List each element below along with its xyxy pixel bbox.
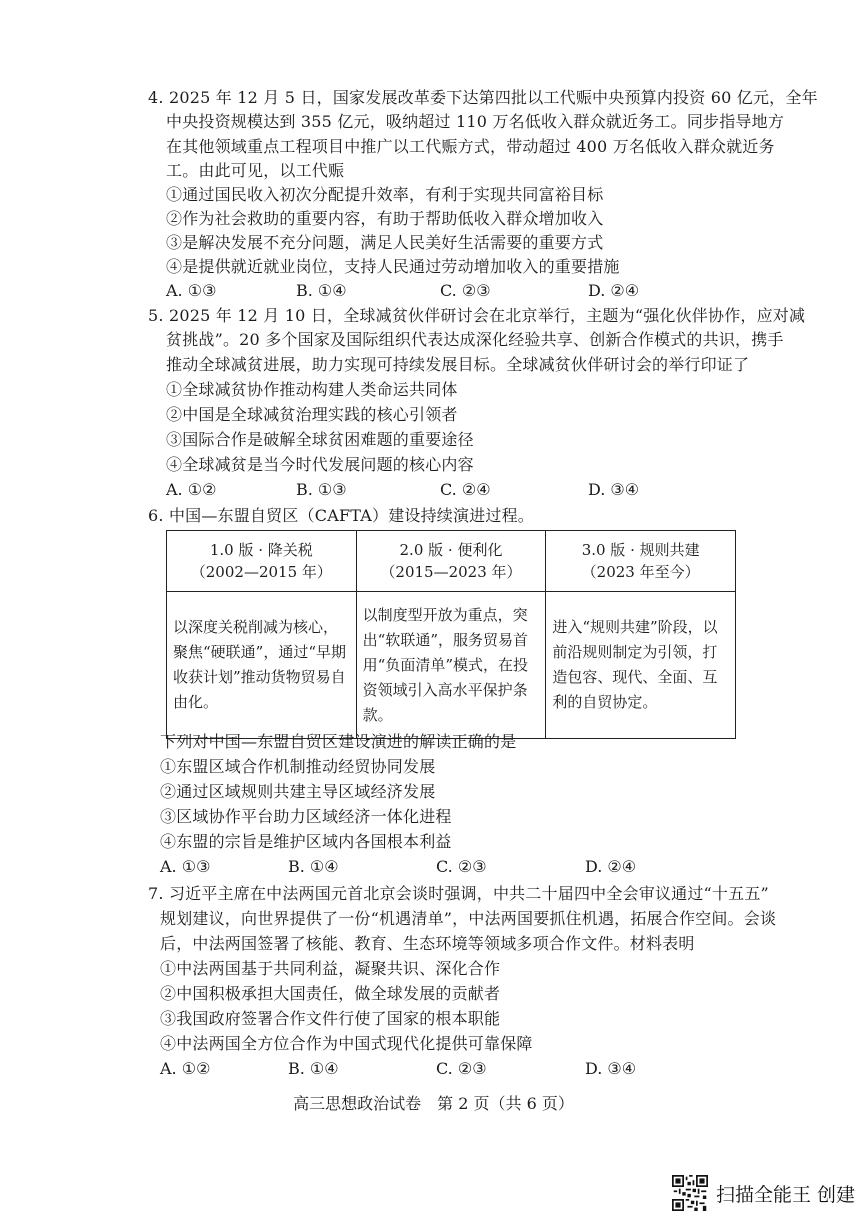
- q6-option-b: B. ①④: [288, 857, 339, 876]
- q4-option-a: A. ①③: [166, 281, 217, 300]
- q4-line-1: 4. 2025 年 12 月 5 日，国家发展改革委下达第四批以工代赈中央预算内投资 60 亿元，全年: [148, 88, 818, 107]
- q4-option-d: D. ②④: [588, 281, 640, 300]
- q7-option-c: C. ②③: [436, 1059, 487, 1078]
- q5-option-d: D. ③④: [588, 480, 640, 499]
- cafta-header-3-title: 3.0 版 · 规则共建: [581, 541, 700, 559]
- q5-line-3: 推动全球减贫进展，助力实现可持续发展目标。全球减贫伙伴研讨会的举行印证了: [166, 355, 750, 374]
- q7-choice-2: ②中国积极承担大国责任，做全球发展的贡献者: [160, 984, 501, 1003]
- cafta-header-3-period: （2023 年至今）: [581, 563, 700, 581]
- cafta-header-row: [167, 531, 736, 592]
- q4-choice-3: ③是解决发展不充分问题，满足人民美好生活需要的重要方式: [166, 233, 604, 252]
- cafta-table: [166, 530, 736, 739]
- scanner-label: 扫描全能王 创建: [715, 1183, 855, 1206]
- q4-option-b: B. ①④: [296, 281, 347, 300]
- q5-choice-4: ④全球减贫是当今时代发展问题的核心内容: [166, 455, 474, 474]
- q7-choice-3: ③我国政府签署合作文件行使了国家的根本职能: [160, 1009, 501, 1028]
- cafta-cell-3: 进入“规则共建”阶段，以前沿规则制定为引领，打造包容、现代、全面、互利的自贸协定。: [546, 592, 736, 739]
- q5-line-2: 贫挑战”。20 多个国家及国际组织代表达成深化经验共享、创新合作模式的共识，携手: [166, 330, 784, 349]
- q6-choice-3: ③区域协作平台助力区域经济一体化进程: [160, 807, 452, 826]
- q5-option-b: B. ①③: [296, 480, 347, 499]
- q7-choice-4: ④中法两国全方位合作为中国式现代化提供可靠保障: [160, 1034, 533, 1053]
- q7-line-2: 规划建议，向世界提供了一份“机遇清单”，中法两国要抓住机遇，拓展合作空间。会谈: [160, 909, 777, 928]
- q5-choice-3: ③国际合作是破解全球贫困难题的重要途径: [166, 430, 474, 449]
- q6-option-a: A. ①③: [160, 857, 211, 876]
- page-footer: 高三思想政治试卷 第 2 页（共 6 页）: [293, 1094, 574, 1113]
- scanner-watermark: [672, 1175, 855, 1211]
- q7-line-3: 后，中法两国签署了核能、教育、生态环境等领域多项合作文件。材料表明: [160, 934, 695, 953]
- cafta-header-1: [167, 531, 357, 592]
- cafta-header-1-period: （2002—2015 年）: [190, 563, 332, 581]
- q4-line-3: 在其他领域重点工程项目中推广以工代赈方式，带动超过 400 万名低收入群众就近务: [166, 137, 775, 156]
- q5-choice-2: ②中国是全球减贫治理实践的核心引领者: [166, 405, 458, 424]
- cafta-cell-2: 以制度型开放为重点，突出“软联通”，服务贸易首用“负面清单”模式，在投资领域引入高水平保护条款。: [356, 592, 546, 739]
- q6-option-d: D. ②④: [585, 857, 637, 876]
- q6-choice-2: ②通过区域规则共建主导区域经济发展: [160, 782, 436, 801]
- cafta-header-2-title: 2.0 版 · 便利化: [399, 541, 503, 559]
- q4-choice-2: ②作为社会救助的重要内容，有助于帮助低收入群众增加收入: [166, 209, 604, 228]
- q6-intro: 6. 中国—东盟自贸区（CAFTA）建设持续演进过程。: [148, 506, 535, 525]
- cafta-cell-1: 以深度关税削减为核心，聚焦“硬联通”，通过“早期收获计划”推动货物贸易自由化。: [167, 592, 357, 739]
- cafta-header-2-period: （2015—2023 年）: [380, 563, 522, 581]
- q6-question: 下列对中国—东盟自贸区建设演进的解读正确的是: [160, 732, 517, 751]
- cafta-header-2: [356, 531, 546, 592]
- q4-choice-4: ④是提供就近就业岗位，支持人民通过劳动增加收入的重要措施: [166, 257, 620, 276]
- q7-choice-1: ①中法两国基于共同利益，凝聚共识、深化合作: [160, 959, 501, 978]
- cafta-body-row: [167, 592, 736, 739]
- q4-option-c: C. ②③: [440, 281, 491, 300]
- q7-option-a: A. ①②: [160, 1059, 211, 1078]
- q5-choice-1: ①全球减贫协作推动构建人类命运共同体: [166, 380, 458, 399]
- q5-option-a: A. ①②: [166, 480, 217, 499]
- q4-line-2: 中央投资规模达到 355 亿元，吸纳超过 110 万名低收入群众就近务工。同步指导地方: [166, 112, 785, 131]
- q5-option-c: C. ②④: [440, 480, 491, 499]
- q7-option-d: D. ③④: [585, 1059, 637, 1078]
- q7-line-1: 7. 习近平主席在中法两国元首北京会谈时强调，中共二十届四中全会审议通过“十五五”: [148, 884, 769, 903]
- q7-option-b: B. ①④: [288, 1059, 339, 1078]
- q6-choice-1: ①东盟区域合作机制推动经贸协同发展: [160, 757, 436, 776]
- q6-choice-4: ④东盟的宗旨是维护区域内各国根本利益: [160, 832, 452, 851]
- q4-line-4: 工。由此可见，以工代赈: [166, 161, 345, 180]
- cafta-header-3: [546, 531, 736, 592]
- q5-line-1: 5. 2025 年 12 月 10 日，全球减贫伙伴研讨会在北京举行，主题为“强化伙伴协作，应对减: [148, 306, 806, 325]
- q6-option-c: C. ②③: [436, 857, 487, 876]
- cafta-header-1-title: 1.0 版 · 降关税: [209, 541, 313, 559]
- q4-choice-1: ①通过国民收入初次分配提升效率，有利于实现共同富裕目标: [166, 185, 604, 204]
- qr-code-icon: [672, 1175, 708, 1211]
